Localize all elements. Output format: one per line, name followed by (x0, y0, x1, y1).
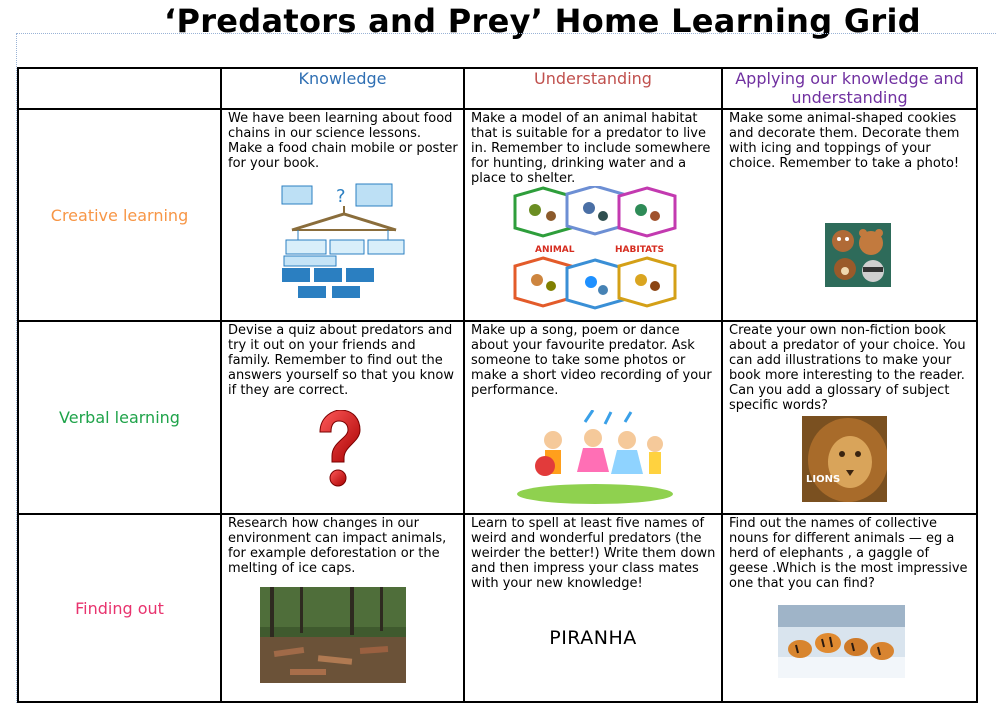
habitat-poster-left-word: ANIMAL (535, 245, 575, 255)
row-header-finding-out: Finding out (18, 514, 221, 702)
grid-cell (722, 109, 977, 321)
activity-text: Devise a quiz about predators and try it out on your friends and family. Remember to find out the answers yourself so that you know if they are correct. (228, 323, 454, 398)
column-header-applying: Applying our knowledge and understanding (722, 68, 977, 109)
habitat-poster-right-word: HABITATS (615, 245, 665, 255)
svg-text:?: ? (336, 186, 346, 207)
grid-cell (722, 514, 977, 702)
grid-cell (221, 321, 464, 514)
activity-text: Create your own non-fiction book about a predator of your choice. You can add illustrations to make your book more interesting to the reader. Can you add a glossary of subject specific words? (729, 323, 966, 413)
learning-grid-table (17, 67, 978, 703)
grid-cell (464, 109, 722, 321)
activity-text: Learn to spell at least five names of weird and wonderful predators (the weirder the better!) Write them down and then impress your class mates with your new knowledge! (471, 516, 716, 591)
question-mark-icon (314, 410, 362, 490)
header-row (18, 68, 977, 109)
column-header-knowledge: Knowledge (221, 68, 464, 109)
activity-text: Research how changes in our environment can impact animals, for example deforestation or the melting of ice caps. (228, 516, 447, 576)
lion-book-cover-image (802, 416, 887, 502)
table-row (18, 109, 977, 321)
grid-cell (464, 514, 722, 702)
food-chain-mobile-image (278, 182, 410, 302)
animal-habitats-poster-image (505, 186, 685, 310)
grid-cell (722, 321, 977, 514)
column-header-understanding: Understanding (464, 68, 722, 109)
animal-cookies-photo (825, 223, 891, 287)
grid-cell (221, 109, 464, 321)
activity-text: Find out the names of collective nouns for different animals — eg a herd of elephants , a gaggle of geese .Which is the most impressive one that you can find? (729, 516, 968, 591)
deforestation-photo (260, 587, 406, 683)
table-row (18, 321, 977, 514)
page-title: ‘Predators and Prey’ Home Learning Grid (164, 2, 921, 40)
page-guide-line (16, 33, 996, 34)
activity-text: We have been learning about food chains in our science lessons. Make a food chain mobile or poster for your book. (228, 111, 458, 171)
example-word: PIRANHA (549, 627, 637, 649)
activity-text: Make up a song, poem or dance about your favourite predator. Ask someone to take some photos or make a short video recording of your performance. (471, 323, 712, 398)
activity-text: Make a model of an animal habitat that is suitable for a predator to live in. Remember to include somewhere for hunting, drinking water and a place to shelter. (471, 111, 711, 186)
corner-cell (18, 68, 221, 109)
tigers-in-snow-photo (778, 605, 905, 678)
row-header-verbal-learning: Verbal learning (18, 321, 221, 514)
grid-cell (221, 514, 464, 702)
dancing-children-image (515, 410, 675, 505)
table-row (18, 514, 977, 702)
row-header-creative-learning: Creative learning (18, 109, 221, 321)
activity-text: Make some animal-shaped cookies and decorate them. Decorate them with icing and toppings of your choice. Remember to take a photo! (729, 111, 960, 171)
grid-cell (464, 321, 722, 514)
lion-book-cover-title: LIONS (806, 474, 841, 485)
